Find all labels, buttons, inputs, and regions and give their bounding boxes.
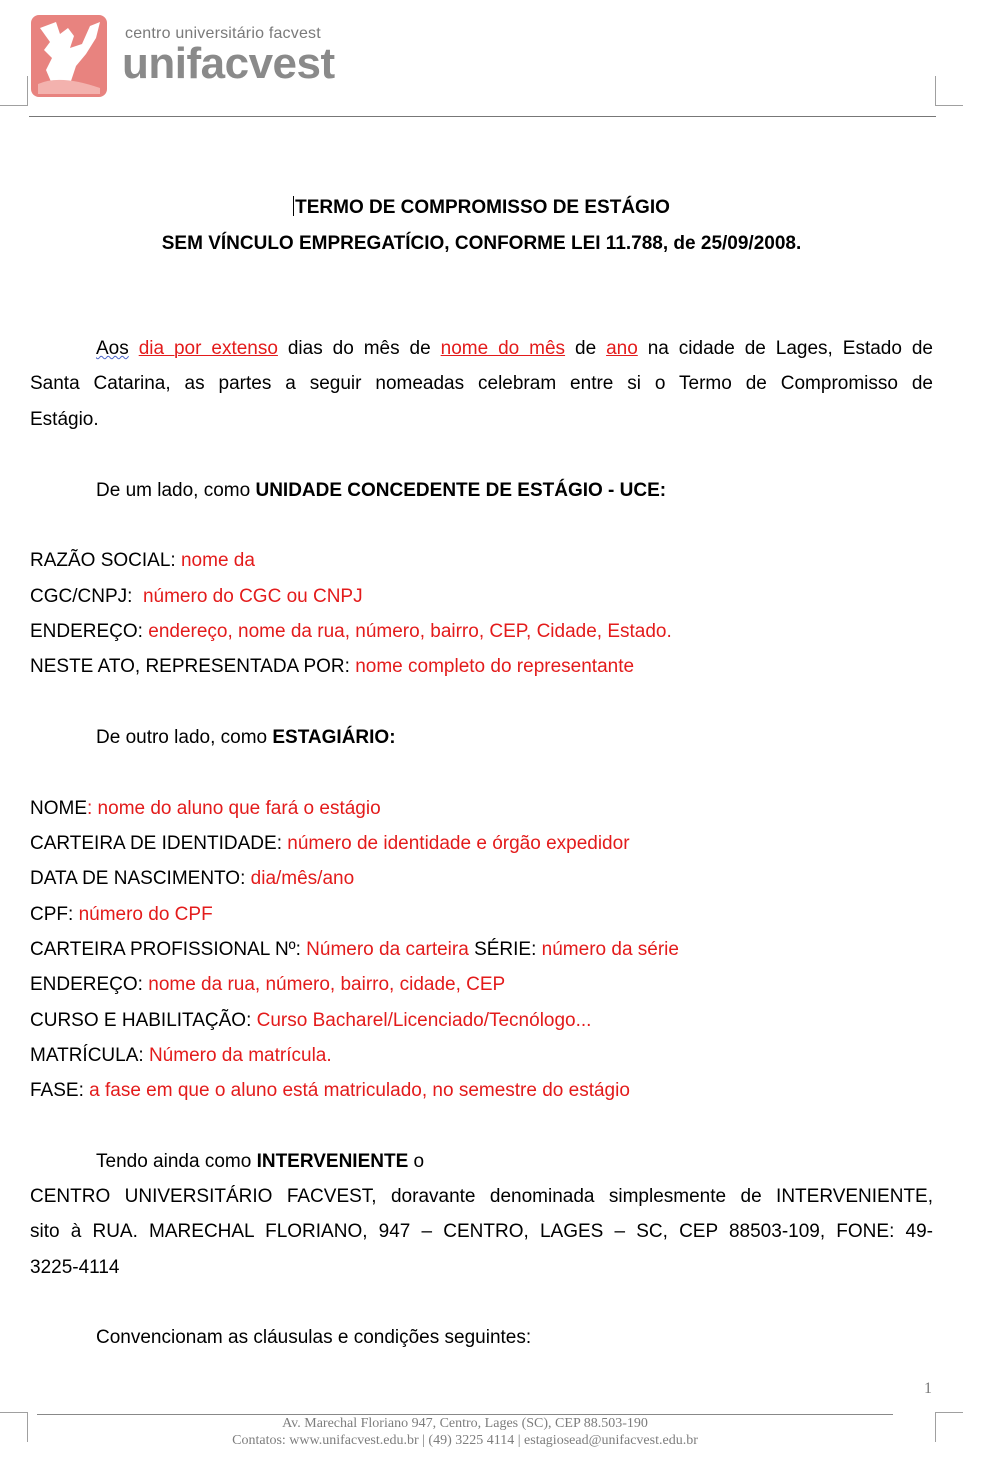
intro-line-3: Estágio. xyxy=(30,409,99,430)
uce-heading: De um lado, como UNIDADE CONCEDENTE DE ESTÁGIO - UCE: xyxy=(96,480,667,501)
intro-line-1: Aos dia por extenso dias do mês de nome do mês de ano na cidade de Lages, Estado de xyxy=(96,338,933,359)
footer-divider xyxy=(37,1414,893,1415)
footer-contacts: Contatos: www.unifacvest.edu.br | (49) 3225 4114 | estagiosead@unifacvest.edu.br xyxy=(232,1433,698,1448)
interveniente-heading: Tendo ainda como INTERVENIENTE o xyxy=(96,1151,425,1172)
placeholder-dia: dia por extenso xyxy=(138,338,278,359)
interveniente-line-3: 3225-4114 xyxy=(30,1257,120,1278)
estagiario-curso: CURSO E HABILITAÇÃO: Curso Bacharel/Licenciado/Tecnólogo... xyxy=(30,1010,592,1031)
uce-endereco: ENDEREÇO: endereço, nome da rua, número, bairro, CEP, Cidade, Estado. xyxy=(30,621,672,642)
logo-emblem-icon xyxy=(30,14,110,100)
estagiario-cpf: CPF: número do CPF xyxy=(30,904,213,925)
estagiario-matricula: MATRÍCULA: Número da matrícula. xyxy=(30,1045,332,1066)
logo-subtitle: centro universitário facvest xyxy=(125,25,321,42)
estagiario-nome: NOME: nome do aluno que fará o estágio xyxy=(30,798,381,819)
estagiario-identidade: CARTEIRA DE IDENTIDADE: número de identidade e órgão expedidor xyxy=(30,833,630,854)
uce-razao-social: RAZÃO SOCIAL: nome da xyxy=(30,550,255,571)
estagiario-heading: De outro lado, como ESTAGIÁRIO: xyxy=(96,727,396,748)
estagiario-carteira-profissional: CARTEIRA PROFISSIONAL Nº: Número da carteira SÉRIE: número da série xyxy=(30,939,679,960)
estagiario-fase: FASE: a fase em que o aluno está matriculado, no semestre do estágio xyxy=(30,1080,630,1101)
uce-representante: NESTE ATO, REPRESENTADA POR: nome completo do representante xyxy=(30,656,635,677)
logo-name: unifacvest xyxy=(122,39,335,88)
text-cursor xyxy=(293,196,294,216)
placeholder-mes: nome do mês xyxy=(440,338,566,359)
intro-line-2: Santa Catarina, as partes a seguir nomeadas celebram entre si o Termo de Compromisso de xyxy=(30,373,933,394)
estagiario-nascimento: DATA DE NASCIMENTO: dia/mês/ano xyxy=(30,868,355,889)
crop-mark-bottom-left xyxy=(0,1412,28,1442)
page-number: 1 xyxy=(924,1380,932,1397)
header-divider xyxy=(29,116,936,117)
interveniente-line-1: CENTRO UNIVERSITÁRIO FACVEST, doravante denominada simplesmente de INTERVENIENTE, xyxy=(30,1186,933,1207)
crop-mark-top-right xyxy=(935,76,963,106)
document-title: TERMO DE COMPROMISSO DE ESTÁGIO xyxy=(295,197,670,218)
uce-cnpj: CGC/CNPJ: número do CGC ou CNPJ xyxy=(30,586,363,607)
unifacvest-logo xyxy=(30,14,350,104)
placeholder-ano: ano xyxy=(606,338,638,359)
estagiario-endereco: ENDEREÇO: nome da rua, número, bairro, cidade, CEP xyxy=(30,974,506,995)
crop-mark-top-left xyxy=(0,76,28,106)
footer-address: Av. Marechal Floriano 947, Centro, Lages (SC), CEP 88.503-190 xyxy=(282,1416,648,1431)
document-subtitle: SEM VÍNCULO EMPREGATÍCIO, CONFORME LEI 11.788, de 25/09/2008. xyxy=(161,233,802,254)
crop-mark-bottom-right xyxy=(935,1412,963,1442)
closing-sentence: Convencionam as cláusulas e condições seguintes: xyxy=(96,1327,532,1348)
interveniente-line-2: sito à RUA. MARECHAL FLORIANO, 947 – CENTRO, LAGES – SC, CEP 88503-109, FONE: 49- xyxy=(30,1221,933,1242)
